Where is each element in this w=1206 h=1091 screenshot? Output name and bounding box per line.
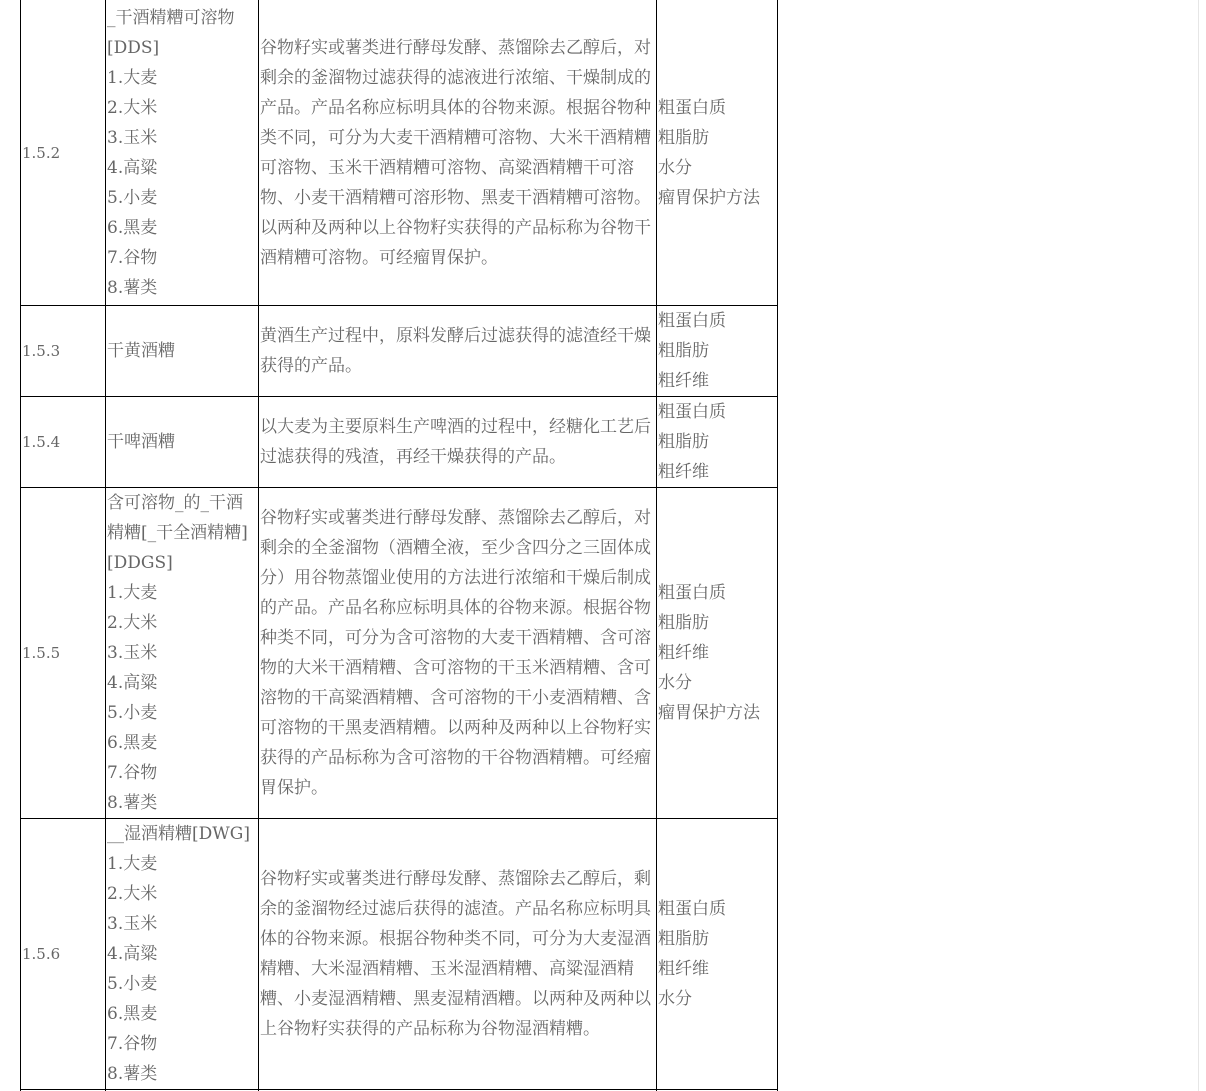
item-code-cell: 1.5.6 (21, 819, 106, 1090)
name-line: 2.大米 (107, 884, 158, 904)
index-line: 水分 (658, 673, 692, 693)
table-row (21, 819, 778, 1090)
index-line: 粗蛋白质 (658, 97, 726, 118)
item-indices-cell (657, 397, 778, 488)
item-name-cell (106, 0, 259, 306)
item-indices-cell (657, 0, 778, 306)
index-line: 粗纤维 (658, 462, 709, 482)
index-line: 粗脂肪 (658, 432, 709, 452)
index-line: 粗脂肪 (658, 613, 709, 633)
index-line: 水分 (658, 157, 692, 178)
name-line: [DDGS] (107, 553, 173, 573)
name-line: _干酒精糟可溶物 (107, 7, 235, 28)
name-line: 1.大麦 (107, 583, 158, 603)
item-name-cell (106, 397, 259, 488)
name-line: __湿酒精糟[DWG] (107, 824, 250, 844)
name-line: 6.黑麦 (107, 1004, 158, 1024)
item-name-cell (106, 488, 259, 819)
item-description-cell: 谷物籽实或薯类进行酵母发酵、蒸馏除去乙醇后，对剩余的釜溜物过滤获得的滤液进行浓缩、干燥制成的产品。产品名称应标明具体的谷物来源。根据谷物种类不同，可分为大麦干酒精糟可溶物、大米干酒精糟可溶物、玉米干酒精糟可溶物、高粱酒精糟干可溶物、小麦干酒精糟可溶形物、黑麦干酒精糟可溶物。以两种及两种以上谷物籽实获得的产品标称为谷物干酒精糟可溶物。可经瘤胃保护。 (259, 0, 657, 306)
index-line: 粗蛋白质 (658, 583, 726, 603)
table-row (21, 397, 778, 488)
item-indices-cell (657, 488, 778, 819)
item-description-cell: 谷物籽实或薯类进行酵母发酵、蒸馏除去乙醇后，剩余的釜溜物经过滤后获得的滤渣。产品名称应标明具体的谷物来源。根据谷物种类不同，可分为大麦湿酒精糟、大米湿酒精糟、玉米湿酒精糟、高粱湿酒精糟、小麦湿酒精糟、黑麦湿精酒糟。以两种及两种以上谷物籽实获得的产品标称为谷物湿酒精糟。 (259, 819, 657, 1090)
name-line: 干啤酒糟 (107, 432, 175, 452)
name-line: 5.小麦 (107, 974, 158, 994)
index-line: 粗蛋白质 (658, 899, 726, 919)
name-line: 精糟[_干全酒精糟] (107, 523, 248, 543)
index-line: 粗纤维 (658, 959, 709, 979)
index-line: 瘤胃保护方法 (658, 187, 760, 208)
name-line: 7.谷物 (107, 763, 158, 783)
name-line: 4.高粱 (107, 157, 158, 178)
page-right-border (1198, 0, 1199, 1091)
name-line: 3.玉米 (107, 127, 158, 148)
name-line: 8.薯类 (107, 793, 158, 813)
name-line: 干黄酒糟 (107, 341, 175, 361)
name-line: 6.黑麦 (107, 733, 158, 753)
name-line: 7.谷物 (107, 1034, 158, 1054)
name-line: 4.高粱 (107, 944, 158, 964)
index-line: 粗蛋白质 (658, 402, 726, 422)
item-indices-cell (657, 306, 778, 397)
table-row (21, 306, 778, 397)
item-code-cell: 1.5.2 (21, 0, 106, 306)
table-row (21, 488, 778, 819)
index-line: 水分 (658, 989, 692, 1009)
item-code-cell: 1.5.4 (21, 397, 106, 488)
item-indices-cell (657, 819, 778, 1090)
index-line: 粗纤维 (658, 371, 709, 391)
name-line: 2.大米 (107, 613, 158, 633)
table-row (21, 0, 778, 306)
item-description-cell: 黄酒生产过程中，原料发酵后过滤获得的滤渣经干燥获得的产品。 (259, 306, 657, 397)
name-line: 8.薯类 (107, 1064, 158, 1084)
item-name-cell (106, 819, 259, 1090)
name-line: 3.玉米 (107, 643, 158, 663)
name-line: 4.高粱 (107, 673, 158, 693)
name-line: 7.谷物 (107, 247, 158, 268)
name-line: 6.黑麦 (107, 217, 158, 238)
feed-ingredient-table (20, 0, 778, 1091)
name-line: 1.大麦 (107, 854, 158, 874)
index-line: 粗纤维 (658, 643, 709, 663)
name-line: 8.薯类 (107, 277, 158, 298)
name-line: 5.小麦 (107, 703, 158, 723)
index-line: 粗脂肪 (658, 929, 709, 949)
name-line: 2.大米 (107, 97, 158, 118)
name-line: 1.大麦 (107, 67, 158, 88)
index-line: 粗脂肪 (658, 341, 709, 361)
item-code-cell: 1.5.5 (21, 488, 106, 819)
item-name-cell (106, 306, 259, 397)
item-description-cell: 谷物籽实或薯类进行酵母发酵、蒸馏除去乙醇后，对剩余的全釜溜物（酒糟全液，至少含四分之三固体成分）用谷物蒸馏业使用的方法进行浓缩和干燥后制成的产品。产品名称应标明具体的谷物来源。根据谷物种类不同，可分为含可溶物的大麦干酒精糟、含可溶物的大米干酒精糟、含可溶物的干玉米酒精糟、含可溶物的干高粱酒精糟、含可溶物的干小麦酒精糟、含可溶物的干黑麦酒精糟。以两种及两种以上谷物籽实获得的产品标称为含可溶物的干谷物酒精糟。可经瘤胃保护。 (259, 488, 657, 819)
index-line: 粗脂肪 (658, 127, 709, 148)
name-line: 3.玉米 (107, 914, 158, 934)
name-line: [DDS] (107, 37, 160, 58)
item-description-cell: 以大麦为主要原料生产啤酒的过程中，经糖化工艺后过滤获得的残渣，再经干燥获得的产品。 (259, 397, 657, 488)
item-code-cell: 1.5.3 (21, 306, 106, 397)
index-line: 瘤胃保护方法 (658, 703, 760, 723)
index-line: 粗蛋白质 (658, 311, 726, 331)
name-line: 含可溶物_的_干酒 (107, 493, 243, 513)
name-line: 5.小麦 (107, 187, 158, 208)
